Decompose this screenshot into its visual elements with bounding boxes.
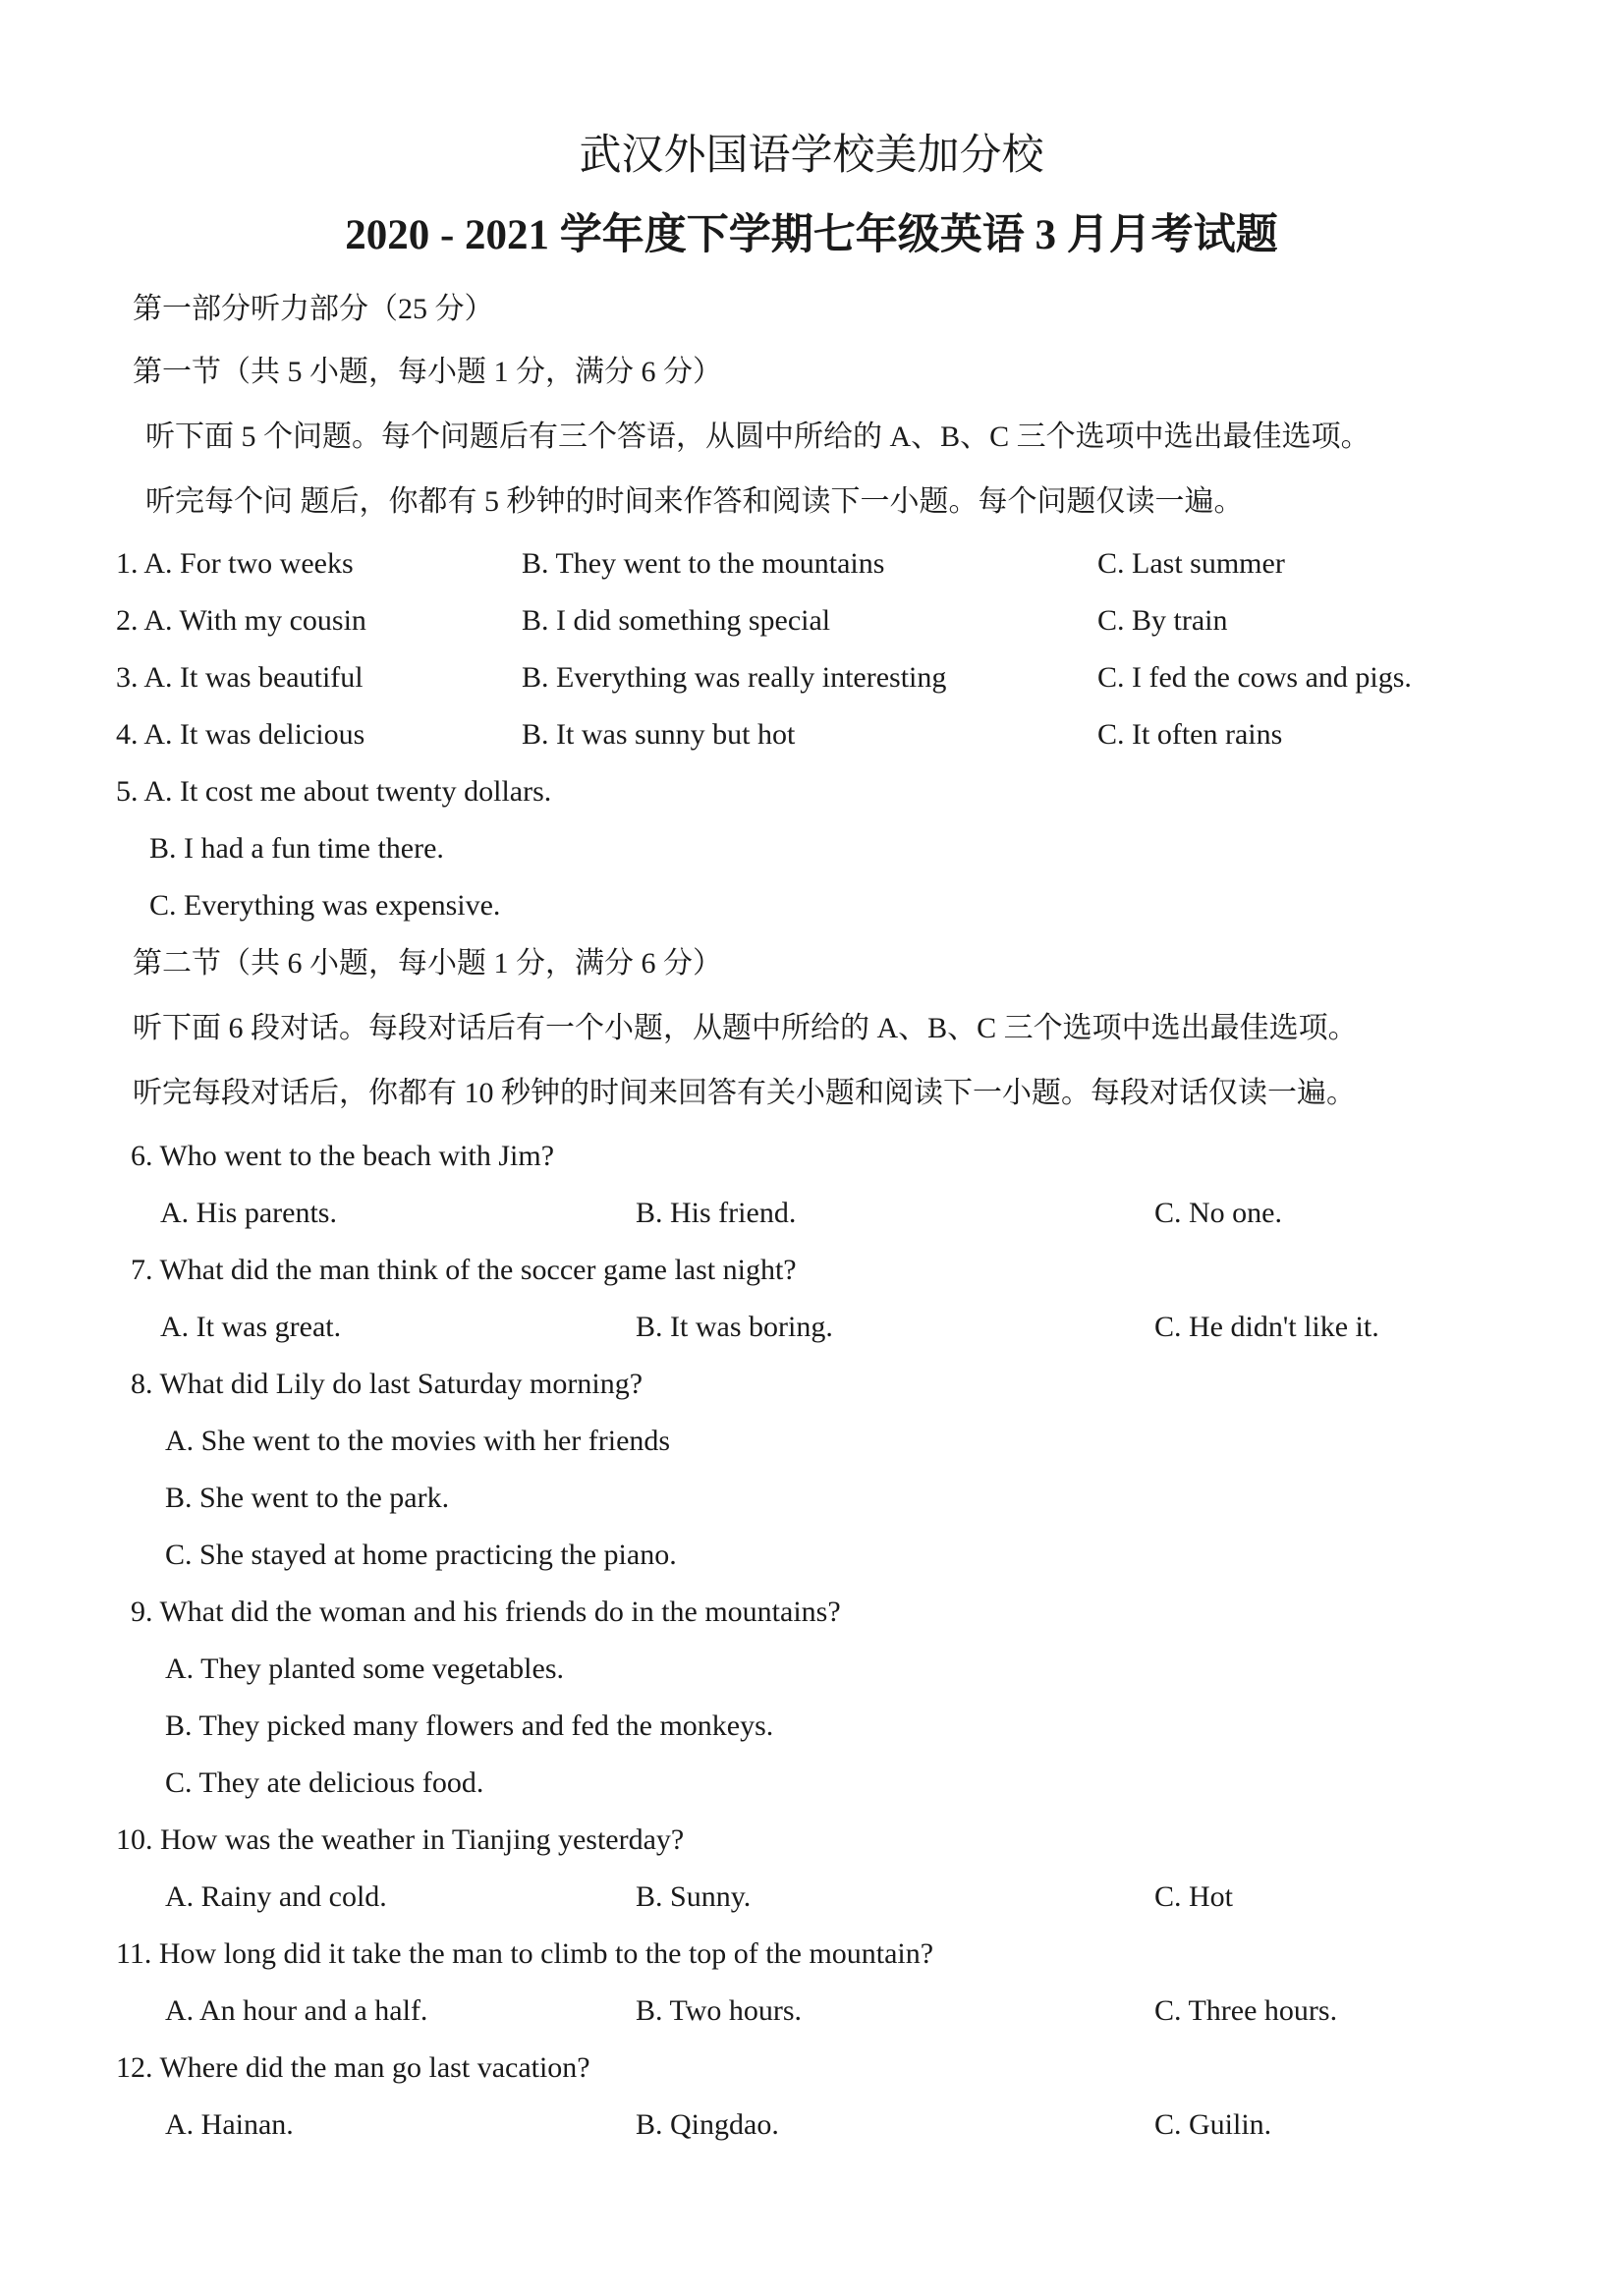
q12-option-c: C. Guilin. [1154, 2108, 1272, 2141]
q4-option-a: 4. A. It was delicious [116, 718, 365, 751]
q2-option-a: 2. A. With my cousin [116, 604, 366, 637]
q10-option-c: C. Hot [1154, 1880, 1234, 1913]
section2-heading: 第二节（共 6 小题，每小题 1 分，满分 6 分） [133, 947, 722, 980]
q11-option-c: C. Three hours. [1154, 1994, 1338, 2027]
q8-option-c: C. She stayed at home practicing the piano. [165, 1539, 677, 1571]
q6-option-b: B. His friend. [636, 1197, 797, 1229]
q2-option-c: C. By train [1097, 604, 1228, 637]
q11-option-a: A. An hour and a half. [165, 1994, 428, 2027]
q7-option-a: A. It was great. [160, 1311, 342, 1343]
q7-option-b: B. It was boring. [636, 1311, 833, 1343]
q1-option-c: C. Last summer [1097, 547, 1285, 580]
q12-question: 12. Where did the man go last vacation? [116, 2051, 590, 2084]
q11-option-b: B. Two hours. [636, 1994, 803, 2027]
q11-question: 11. How long did it take the man to climb to the top of the mountain? [116, 1937, 934, 1970]
q9-option-a: A. They planted some vegetables. [165, 1652, 564, 1685]
q3-option-c: C. I fed the cows and pigs. [1097, 661, 1412, 694]
section1-heading: 第一节（共 5 小题，每小题 1 分，满分 6 分） [133, 356, 722, 388]
q3-option-a: 3. A. It was beautiful [116, 661, 364, 694]
q4-option-b: B. It was sunny but hot [522, 718, 796, 751]
q5-option-a: 5. A. It cost me about twenty dollars. [116, 775, 552, 808]
q1-option-b: B. They went to the mountains [522, 547, 885, 580]
q1-option-a: 1. A. For two weeks [116, 547, 354, 580]
q12-option-b: B. Qingdao. [636, 2108, 779, 2141]
q7-option-c: C. He didn't like it. [1154, 1311, 1379, 1343]
q9-option-b: B. They picked many flowers and fed the monkeys. [165, 1709, 774, 1742]
q2-option-b: B. I did something special [522, 604, 831, 637]
q8-question: 8. What did Lily do last Saturday morning? [131, 1368, 644, 1400]
q7-question: 7. What did the man think of the soccer game last night? [131, 1254, 797, 1286]
q9-option-c: C. They ate delicious food. [165, 1766, 484, 1799]
exam-title: 2020 - 2021 学年度下学期七年级英语 3 月月考试题 [345, 212, 1278, 258]
section1-instruction-1: 听下面 5 个问题。每个问题后有三个答语，从圆中所给的 A、B、C 三个选项中选出最佳选项。 [145, 420, 1371, 453]
section2-instruction-1: 听下面 6 段对话。每段对话后有一个小题，从题中所给的 A、B、C 三个选项中选出最佳选项。 [133, 1012, 1358, 1044]
q12-option-a: A. Hainan. [165, 2108, 294, 2141]
section2-instruction-2: 听完每段对话后，你都有 10 秒钟的时间来回答有关小题和阅读下一小题。每段对话仅读一遍。 [133, 1077, 1356, 1109]
q5-option-b: B. I had a fun time there. [149, 832, 444, 865]
q8-option-b: B. She went to the park. [165, 1482, 450, 1514]
q5-option-c: C. Everything was expensive. [149, 889, 501, 922]
q9-question: 9. What did the woman and his friends do in the mountains? [131, 1596, 841, 1628]
q10-option-b: B. Sunny. [636, 1880, 752, 1913]
section1-instruction-2: 听完每个问 题后，你都有 5 秒钟的时间来作答和阅读下一小题。每个问题仅读一遍。 [145, 485, 1244, 518]
q10-option-a: A. Rainy and cold. [165, 1880, 387, 1913]
q4-option-c: C. It often rains [1097, 718, 1283, 751]
q6-question: 6. Who went to the beach with Jim? [131, 1140, 555, 1172]
q3-option-b: B. Everything was really interesting [522, 661, 947, 694]
school-name: 武汉外国语学校美加分校 [579, 133, 1044, 179]
q8-option-a: A. She went to the movies with her friends [165, 1425, 671, 1457]
q6-option-c: C. No one. [1154, 1197, 1282, 1229]
q6-option-a: A. His parents. [160, 1197, 337, 1229]
q10-question: 10. How was the weather in Tianjing yesterday? [116, 1823, 685, 1856]
part1-heading: 第一部分听力部分（25 分） [133, 293, 494, 325]
